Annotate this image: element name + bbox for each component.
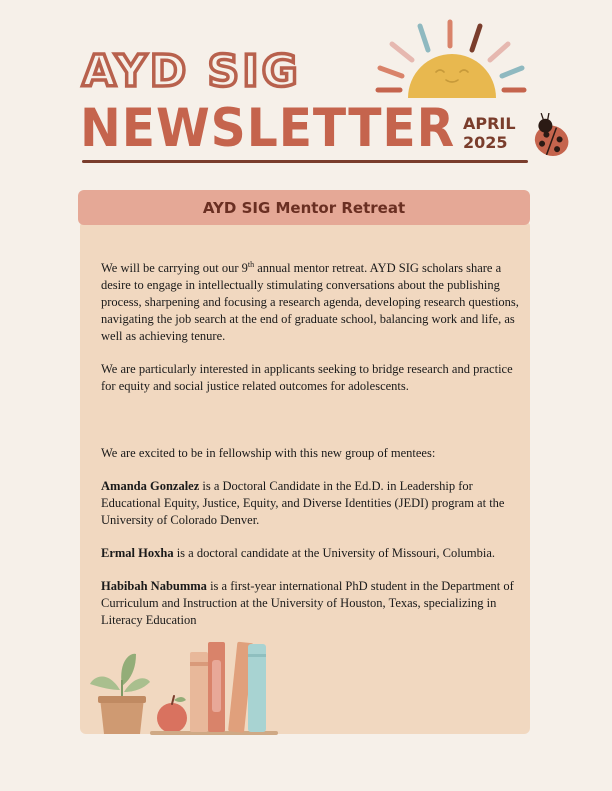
- mentee-name: Amanda Gonzalez: [101, 479, 200, 494]
- issue-month: APRIL: [463, 114, 516, 133]
- article-body: [101, 256, 519, 629]
- mentee-paragraph: [101, 478, 519, 529]
- mentee-description: is a doctoral candidate at the University of Missouri, Columbia.: [173, 546, 496, 561]
- intro-text-start: We will be carrying out our 9: [101, 261, 248, 276]
- issue-date: [463, 114, 516, 152]
- intro-paragraph: [101, 256, 519, 345]
- sun-icon: [372, 18, 532, 98]
- mentee-description: is a first-year international PhD student in the Department of Curriculum and Instruction at the University of Houston, Texas, specializing in Literacy Education: [101, 579, 514, 628]
- issue-year: 2025: [463, 133, 508, 152]
- mentee-name: Ermal Hoxha: [101, 546, 174, 561]
- ordinal-suffix: th: [247, 260, 255, 269]
- apple-icon: [157, 696, 187, 733]
- books-icon: [190, 642, 266, 733]
- mentee-paragraph: [101, 545, 519, 562]
- interest-paragraph: We are particularly interested in applicants seeking to bridge research and practice for equity and social justice related outcomes for adolescents.: [101, 362, 513, 394]
- potted-plant-icon: [90, 654, 150, 734]
- ladybug-icon: [528, 113, 578, 161]
- header-divider: [82, 160, 528, 163]
- intro-text-end: annual mentor retreat. AYD SIG scholars share a desire to engage in intellectually stimulating conversations about the publishing process, sharpening and focusing a research agenda, developing research questions, navigating the job search at the end of graduate school, balancing work and life, as well as achieving tenure.: [101, 261, 519, 344]
- mentee-description: is a Doctoral Candidate in the Ed.D. in Leadership for Educational Equity, Justice, Equity, and Diverse Identities (JEDI) program at the University of Colorado Denver.: [101, 479, 505, 528]
- article-title: AYD SIG Mentor Retreat: [202, 198, 406, 217]
- mentee-name: Habibah Nabumma: [101, 579, 207, 594]
- newsletter-title-top: AYD SIG: [82, 46, 301, 97]
- newsletter-title-main: NEWSLETTER: [80, 98, 456, 159]
- bookshelf-illustration: [88, 640, 288, 740]
- fellowship-paragraph: We are excited to be in fellowship with this new group of mentees:: [101, 446, 436, 461]
- mentee-paragraph: [101, 578, 519, 629]
- article-banner: [78, 190, 530, 225]
